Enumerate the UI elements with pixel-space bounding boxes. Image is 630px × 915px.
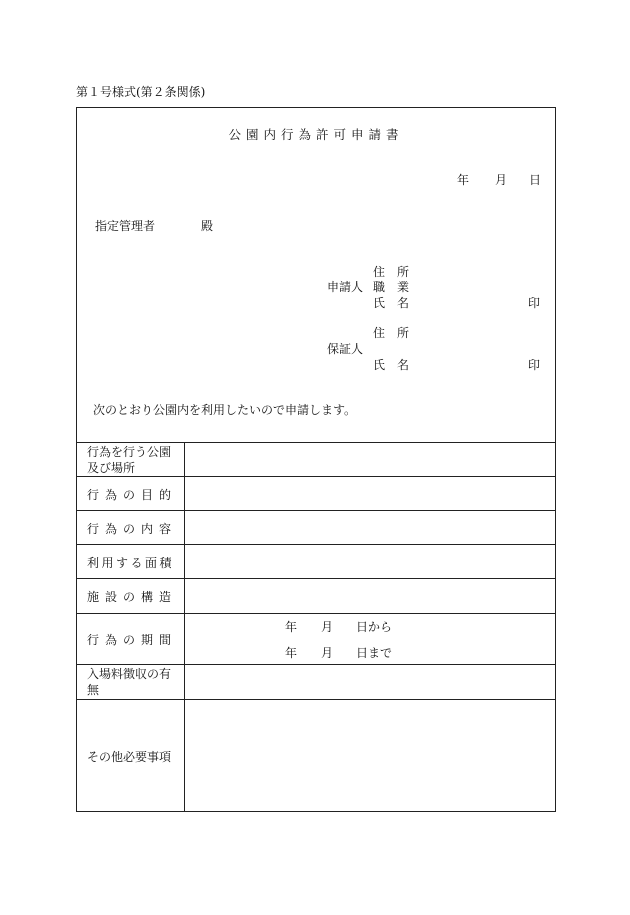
date-year: 年 <box>457 173 470 187</box>
period-to-month: 月 <box>321 646 334 660</box>
guarantor-seal: 印 <box>528 358 541 372</box>
period-to-day: 日まで <box>356 646 393 660</box>
guarantor-address-label: 住 所 <box>373 326 410 340</box>
guarantor-name-label: 氏 名 <box>373 358 410 372</box>
row-label-park-place: 行為を行う公園及び場所 <box>87 445 172 475</box>
period-to-year: 年 <box>285 646 298 660</box>
applicant-label: 申請人 <box>327 280 364 294</box>
row-divider <box>77 664 555 665</box>
date-month: 月 <box>495 173 508 187</box>
form-number: 第１号様式(第２条関係) <box>76 85 206 99</box>
row-label-content: 行為の内容 <box>87 522 178 536</box>
row-label-period: 行為の期間 <box>87 633 178 647</box>
applicant-seal: 印 <box>528 296 541 310</box>
row-divider <box>77 544 555 545</box>
applicant-occupation-label: 職 業 <box>373 280 410 294</box>
guarantor-label: 保証人 <box>327 342 364 356</box>
row-label-other: その他必要事項 <box>87 750 172 764</box>
period-from-day: 日から <box>356 620 393 634</box>
row-label-purpose: 行為の目的 <box>87 488 178 502</box>
period-from-year: 年 <box>285 620 298 634</box>
row-label-structure: 施設の構造 <box>87 590 178 604</box>
row-divider <box>77 476 555 477</box>
application-form <box>76 107 556 812</box>
addressee-honorific: 殿 <box>201 219 214 233</box>
row-label-fee: 入場料徴収の有無 <box>87 667 172 697</box>
label-column-divider <box>184 442 185 811</box>
row-divider <box>77 510 555 511</box>
applicant-name-label: 氏 名 <box>373 296 410 310</box>
addressee-label: 指定管理者 <box>95 219 156 233</box>
applicant-address-label: 住 所 <box>373 265 410 279</box>
row-divider <box>77 699 555 700</box>
table-top-line <box>77 442 555 443</box>
application-statement: 次のとおり公園内を利用したいので申請します。 <box>93 403 357 417</box>
form-title: 公園内行為許可申請書 <box>228 127 404 142</box>
row-divider <box>77 578 555 579</box>
date-day: 日 <box>529 173 542 187</box>
period-from-month: 月 <box>321 620 334 634</box>
row-label-area: 利用する面積 <box>87 556 175 570</box>
row-divider <box>77 613 555 614</box>
